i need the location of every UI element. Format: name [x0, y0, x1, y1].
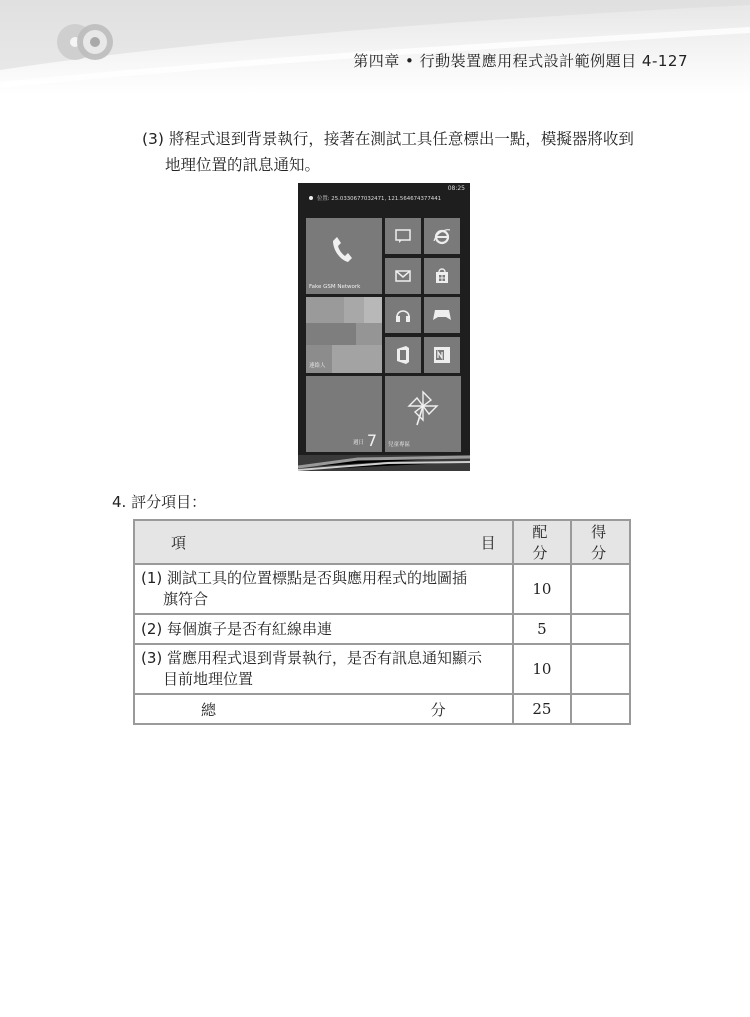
pinwheel-icon: [407, 390, 439, 426]
music-icon: [395, 307, 411, 323]
row-1-points: 10: [513, 564, 572, 614]
header-item: [134, 520, 513, 564]
chapter-header: 第四章 • 行動裝置應用程式設計範例題目 4-127: [353, 52, 688, 70]
step-3-paragraph: [142, 126, 682, 178]
header-item-left: 項: [171, 533, 187, 552]
status-clock: 08:25: [447, 185, 465, 192]
row-1-line-1: (1) 測試工具的位置標點是否與應用程式的地圖插: [141, 569, 468, 587]
lockscreen-wallpaper-strip: [298, 455, 470, 471]
tile-messaging[interactable]: [385, 218, 421, 254]
row-3-line-1: (3) 當應用程式退到背景執行，是否有訊息通知顯示: [141, 649, 483, 667]
table-header-row: [134, 520, 630, 564]
header-points: 配 分: [513, 520, 572, 564]
tile-onenote[interactable]: [424, 337, 460, 373]
tile-internet-explorer[interactable]: [424, 218, 460, 254]
table-row: [134, 614, 630, 644]
calendar-date: 7: [366, 431, 377, 450]
row-2-points: 5: [513, 614, 572, 644]
table-row: [134, 644, 630, 694]
office-icon: [396, 346, 410, 364]
location-notification: 位置: 25.0330677032471, 121.564674377441: [317, 196, 442, 202]
total-label-right: 分: [430, 700, 446, 719]
tile-people-label: 連絡人: [309, 363, 326, 369]
row-2-earned[interactable]: [571, 614, 630, 644]
store-icon: [435, 268, 449, 284]
total-earned[interactable]: [571, 694, 630, 724]
header-earned: 得 分: [571, 520, 630, 564]
step-3-line-1: (3) 將程式退到背景執行，接著在測試工具任意標出一點，模擬器將收到: [142, 130, 634, 148]
total-label-left: 總: [201, 700, 217, 719]
scoring-table: [133, 519, 631, 725]
tile-phone[interactable]: [306, 218, 382, 294]
tile-mail[interactable]: [385, 258, 421, 294]
tile-people[interactable]: [306, 297, 382, 373]
tile-calendar[interactable]: [306, 376, 382, 452]
tile-games[interactable]: [424, 297, 460, 333]
tile-phone-label: Fake GSM Network: [309, 284, 361, 290]
row-1-line-2: 旗符合: [163, 590, 209, 608]
row-3-line-2: 目前地理位置: [163, 670, 254, 688]
messaging-icon: [395, 229, 411, 243]
row-1-earned[interactable]: [571, 564, 630, 614]
phone-icon: [331, 235, 353, 263]
tile-kids-corner[interactable]: [385, 376, 461, 452]
tile-music[interactable]: [385, 297, 421, 333]
location-dot-icon: [309, 196, 313, 200]
onenote-icon: [434, 347, 450, 363]
ie-icon: [433, 227, 451, 245]
row-2-line-1: (2) 每個旗子是否有紅線串連: [141, 619, 333, 638]
disc-logo-icon: [55, 18, 117, 66]
status-bar: [298, 183, 470, 205]
step-3-line-2: 地理位置的訊息通知。: [165, 156, 321, 174]
total-row: [134, 694, 630, 724]
scoring-section-title: 4. 評分項目：: [112, 493, 207, 511]
row-3-earned[interactable]: [571, 644, 630, 694]
row-3-points: 10: [513, 644, 572, 694]
table-row: [134, 564, 630, 614]
total-points: 25: [513, 694, 572, 724]
tile-office[interactable]: [385, 337, 421, 373]
calendar-day-label: 週日: [352, 440, 364, 446]
header-item-right: 目: [480, 533, 496, 552]
tile-kids-label: 兒童專區: [388, 442, 411, 448]
emulator-screenshot: [298, 183, 470, 471]
games-icon: [432, 309, 452, 321]
tile-store[interactable]: [424, 258, 460, 294]
mail-icon: [395, 270, 411, 282]
